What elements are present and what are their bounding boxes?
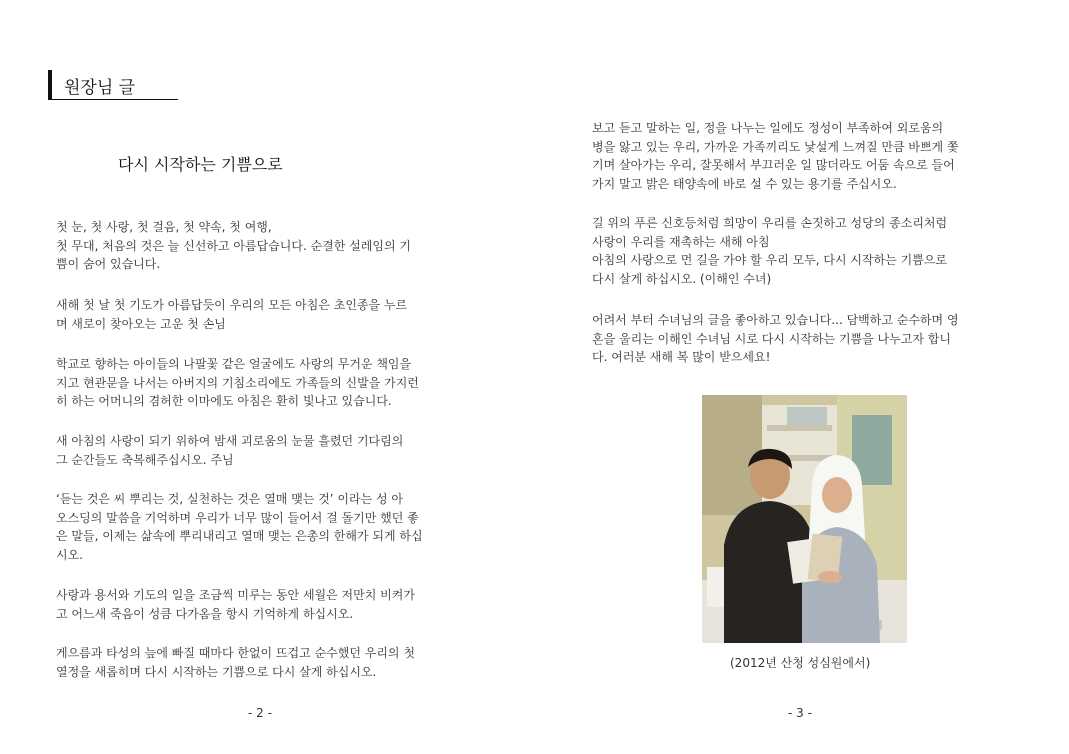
text-line: 은 말들, 이제는 삶속에 뿌리내리고 열매 맺는 은총의 한해가 되게 하십: [56, 529, 423, 543]
left-paragraph-6: [56, 586, 474, 623]
text-line: 기며 살아가는 우리, 잘못해서 부끄러운 일 많더라도 어둠 속으로 들어: [592, 158, 955, 172]
left-paragraph-5: [56, 490, 474, 564]
text-line: 게으름과 타성의 늪에 빠질 때마다 한없이 뜨겁고 순수했던 우리의 첫: [56, 646, 415, 660]
text-line: 오스딩의 말씀을 기억하며 우리가 너무 많이 들어서 걸 돌기만 했던 좋: [56, 510, 419, 525]
text-line: 학교로 향하는 아이들의 나팔꽃 같은 얼굴에도 사랑의 무거운 책임을: [56, 357, 412, 371]
text-line: 열정을 새롭히며 다시 시작하는 기쁨으로 다시 살게 하십시오.: [56, 664, 377, 679]
text-line: ‘듣는 것은 씨 뿌리는 것, 실천하는 것은 열매 맺는 것’ 이라는 성 아: [56, 492, 404, 506]
text-line: 시오.: [56, 547, 83, 562]
text-line: 아침의 사랑으로 먼 길을 가야 할 우리 모두, 다시 시작하는 기쁨으로: [592, 253, 947, 267]
article-title: 다시 시작하는 기쁨으로: [118, 155, 283, 174]
text-line: 지고 현관문을 나서는 아버지의 기침소리에도 가족들의 신발을 가지런: [56, 375, 419, 390]
right-paragraph-2: [592, 214, 1015, 288]
text-line: 어려서 부터 수녀님의 글을 좋아하고 있습니다... 담백하고 순수하며 영: [592, 313, 959, 327]
left-paragraph-7: [56, 644, 474, 681]
left-paragraph-2: [56, 296, 474, 333]
text-line: 가지 말고 밝은 태양속에 바로 설 수 있는 용기를 주십시오.: [592, 176, 897, 191]
right-paragraph-3: [592, 311, 1015, 367]
right-page: [534, 0, 1069, 754]
text-line: 첫 무대, 처음의 것은 늘 신선하고 아름답습니다. 순결한 설레임의 기: [56, 238, 411, 253]
text-line: 며 새로이 찾아오는 고운 첫 손님: [56, 316, 226, 331]
text-line: 히 하는 어머니의 겸허한 이마에도 아침은 환히 빛나고 있습니다.: [56, 394, 392, 408]
text-line: 새해 첫 날 첫 기도가 아름답듯이 우리의 모든 아침은 초인종을 누르: [56, 298, 408, 312]
photo: [702, 395, 907, 643]
section-header-label: 원장님 글: [64, 78, 136, 98]
text-line: 사랑이 우리를 재촉하는 새해 아침: [592, 234, 770, 249]
text-line: 사랑과 용서와 기도의 일을 조금씩 미루는 동안 세월은 저만치 비켜가: [56, 588, 415, 602]
text-line: 쁨이 숨어 있습니다.: [56, 257, 161, 271]
text-line: 첫 눈, 첫 사랑, 첫 걸음, 첫 약속, 첫 여행,: [56, 220, 272, 234]
left-paragraph-4: [56, 432, 474, 469]
text-line: 고 어느새 죽음이 성큼 다가옴을 항시 기억하게 하십시오.: [56, 606, 354, 621]
text-line: 다시 살게 하십시오. (이해인 수녀): [592, 271, 772, 286]
text-line: 길 위의 푸른 신호등처럼 희망이 우리를 손짓하고 성당의 종소리처럼: [592, 216, 948, 230]
page-number: - 3 -: [788, 706, 812, 720]
photo-caption: (2012년 산청 성심원에서): [730, 656, 871, 670]
text-line: 새 아침의 사랑이 되기 위하여 밤새 괴로움의 눈물 흘렸던 기다림의: [56, 434, 404, 448]
left-page: [0, 0, 534, 754]
text-line: 다. 여러분 새해 복 많이 받으세요!: [592, 350, 771, 364]
left-paragraph-1: [56, 218, 474, 274]
photo-illustration: [702, 395, 907, 643]
left-paragraph-3: [56, 355, 474, 411]
text-line: 그 순간들도 축복해주십시오. 주님: [56, 452, 234, 467]
text-line: 보고 듣고 말하는 일, 정을 나누는 일에도 정성이 부족하여 외로움의: [592, 121, 944, 135]
page-number: - 2 -: [248, 706, 272, 720]
text-line: 병을 앓고 있는 우리, 가까운 가족끼리도 낯설게 느껴질 만큼 바쁘게 쫓: [592, 139, 959, 154]
text-line: 혼을 울리는 이해인 수녀님 시로 다시 시작하는 기쁨을 나누고자 합니: [592, 331, 951, 346]
section-header: [48, 70, 178, 100]
right-paragraph-1: [592, 119, 1015, 193]
